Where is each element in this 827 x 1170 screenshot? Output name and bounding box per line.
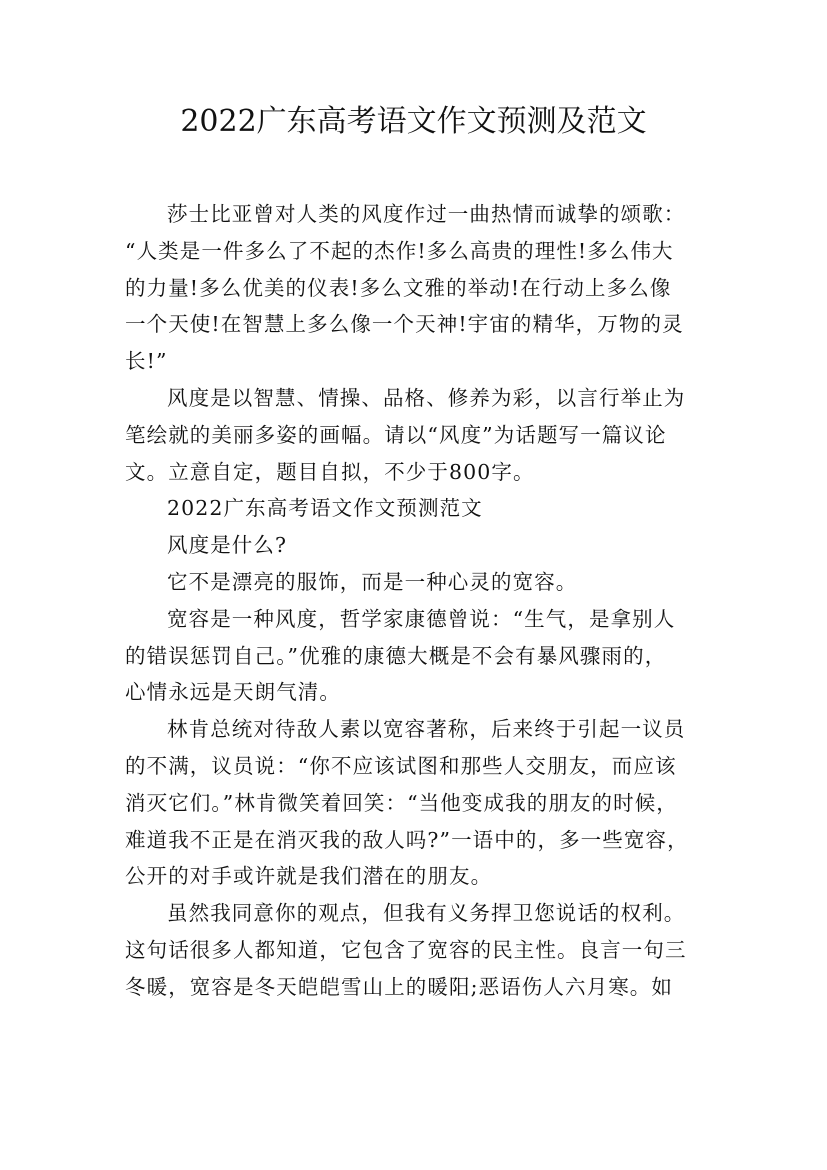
subtitle-line: 2022广东高考语文作文预测范文	[167, 496, 483, 521]
text-line: 冬暖，宽容是冬天皑皑雪山上的暖阳;恶语伤人六月寒。如	[125, 974, 674, 999]
document-body	[125, 196, 710, 1006]
text-line: 公开的对手或许就是我们潜在的朋友。	[125, 864, 493, 889]
text-line: 风度是什么?	[167, 533, 288, 558]
text-line: 长!”	[125, 349, 168, 374]
text-line: 的不满，议员说：“你不应该试图和那些人交朋友，而应该	[125, 753, 677, 778]
text-line: 的错误惩罚自己。”优雅的康德大概是不会有暴风骤雨的，	[125, 643, 667, 668]
text-line: 消灭它们。”林肯微笑着回笑：“当他变成我的朋友的时候，	[125, 790, 678, 815]
text-line: “人类是一件多么了不起的杰作!多么高贵的理性!多么伟大	[125, 238, 674, 263]
text-line: 这句话很多人都知道，它包含了宽容的民主性。良言一句三	[125, 937, 687, 962]
text-line: 虽然我同意你的观点，但我有义务捍卫您说话的权利。	[167, 901, 686, 926]
text-line: 宽容是一种风度，哲学家康德曾说：“生气，是拿别人	[167, 606, 676, 631]
text-line: 莎士比亚曾对人类的风度作过一曲热情而诚挚的颂歌：	[167, 202, 686, 226]
text-line: 笔绘就的美丽多姿的画幅。请以“风度”为话题写一篇议论	[125, 422, 667, 447]
text-line: 它不是漂亮的服饰，而是一种心灵的宽容。	[167, 569, 578, 594]
text-line: 风度是以智慧、情操、品格、修养为彩，以言行举止为	[167, 385, 686, 410]
text-line: 难道我不正是在消灭我的敌人吗?”一语中的，多一些宽容，	[125, 827, 689, 852]
text-line: 的力量!多么优美的仪表!多么文雅的举动!在行动上多么像	[125, 275, 672, 300]
document-title: 2022广东高考语文作文预测及范文	[180, 104, 647, 139]
text-line: 林肯总统对待敌人素以宽容著称，后来终于引起一议员	[167, 717, 686, 742]
text-line: 一个天使!在智慧上多么像一个天神!宇宙的精华，万物的灵	[125, 312, 684, 337]
text-line: 心情永远是天朗气清。	[125, 680, 341, 705]
text-line: 文。立意自定，题目自拟，不少于800字。	[125, 459, 535, 484]
